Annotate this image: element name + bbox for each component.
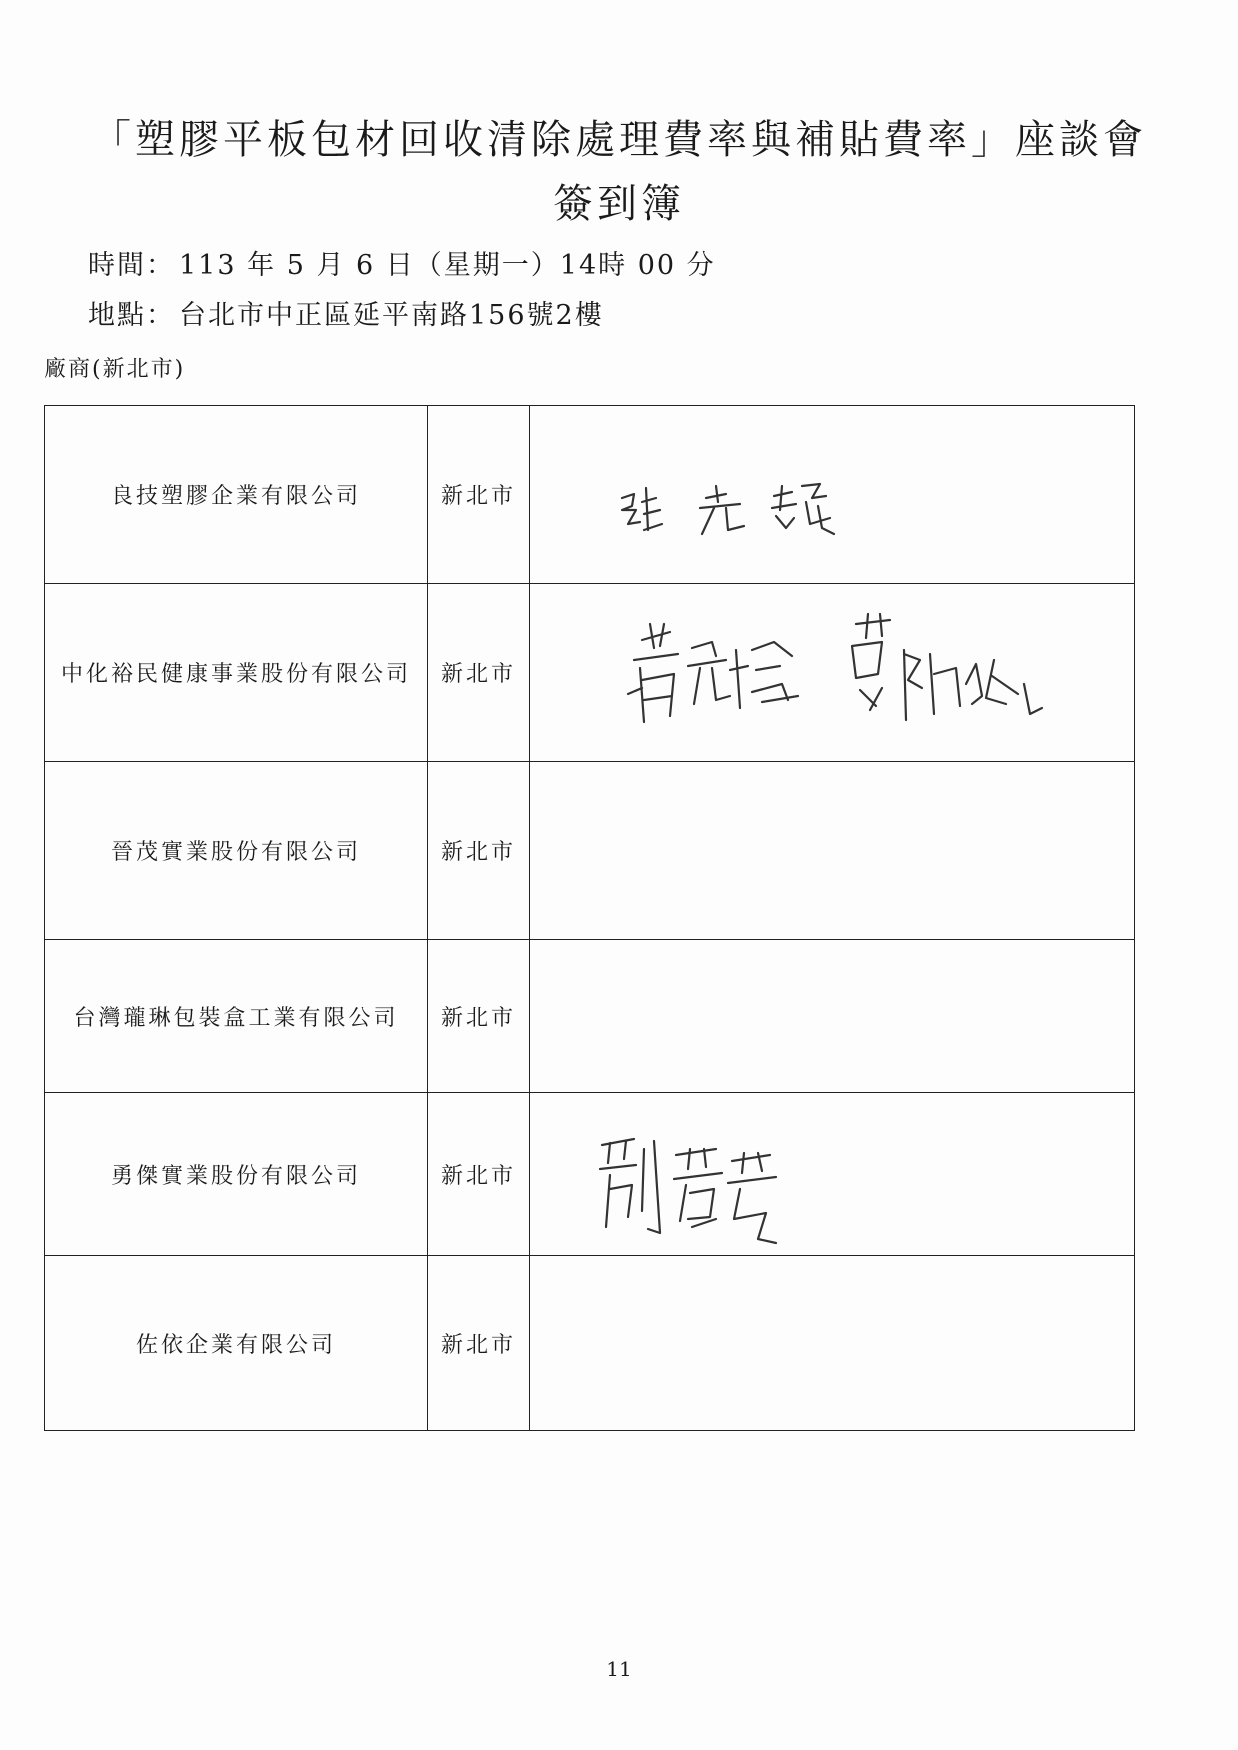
signature-cell	[530, 584, 1135, 762]
signature-cell	[530, 1093, 1135, 1256]
section-label: 廠商(新北市)	[44, 357, 186, 382]
signature-cell	[530, 940, 1135, 1093]
company-name-cell: 勇傑實業股份有限公司	[45, 1093, 428, 1256]
company-name-cell: 晉茂實業股份有限公司	[45, 762, 428, 940]
handwritten-signature	[530, 1093, 1135, 1256]
signature-cell	[530, 1256, 1135, 1431]
sign-in-table	[44, 405, 1135, 1431]
handwritten-signature	[530, 406, 1135, 584]
table-row	[45, 762, 1135, 940]
city-cell: 新北市	[428, 406, 530, 584]
meeting-place	[88, 293, 604, 332]
city-cell: 新北市	[428, 762, 530, 940]
signature-cell	[530, 406, 1135, 584]
signature-cell	[530, 762, 1135, 940]
city-cell: 新北市	[428, 1256, 530, 1431]
document-subtitle: 簽到簿	[553, 181, 685, 227]
city-cell: 新北市	[428, 584, 530, 762]
meeting-time-value: 113 年 5 月 6 日（星期一）14時 00 分	[179, 250, 716, 281]
meeting-place-label: 地點：	[88, 300, 175, 331]
table-row	[45, 1093, 1135, 1256]
meeting-time	[88, 243, 716, 282]
table-row	[45, 1256, 1135, 1431]
company-name-cell: 佐依企業有限公司	[45, 1256, 428, 1431]
table-row	[45, 406, 1135, 584]
table-row	[45, 584, 1135, 762]
table-row	[45, 940, 1135, 1093]
page-number: 11	[606, 1657, 632, 1681]
document-title: 「塑膠平板包材回收清除處理費率與補貼費率」座談會	[91, 117, 1147, 163]
meeting-time-label: 時間：	[88, 250, 175, 281]
company-name-cell: 台灣瓏琳包裝盒工業有限公司	[45, 940, 428, 1093]
handwritten-signature	[530, 584, 1135, 762]
city-cell: 新北市	[428, 1093, 530, 1256]
company-name-cell: 中化裕民健康事業股份有限公司	[45, 584, 428, 762]
meeting-place-value: 台北市中正區延平南路156號2樓	[179, 300, 604, 331]
company-name-cell: 良技塑膠企業有限公司	[45, 406, 428, 584]
city-cell: 新北市	[428, 940, 530, 1093]
